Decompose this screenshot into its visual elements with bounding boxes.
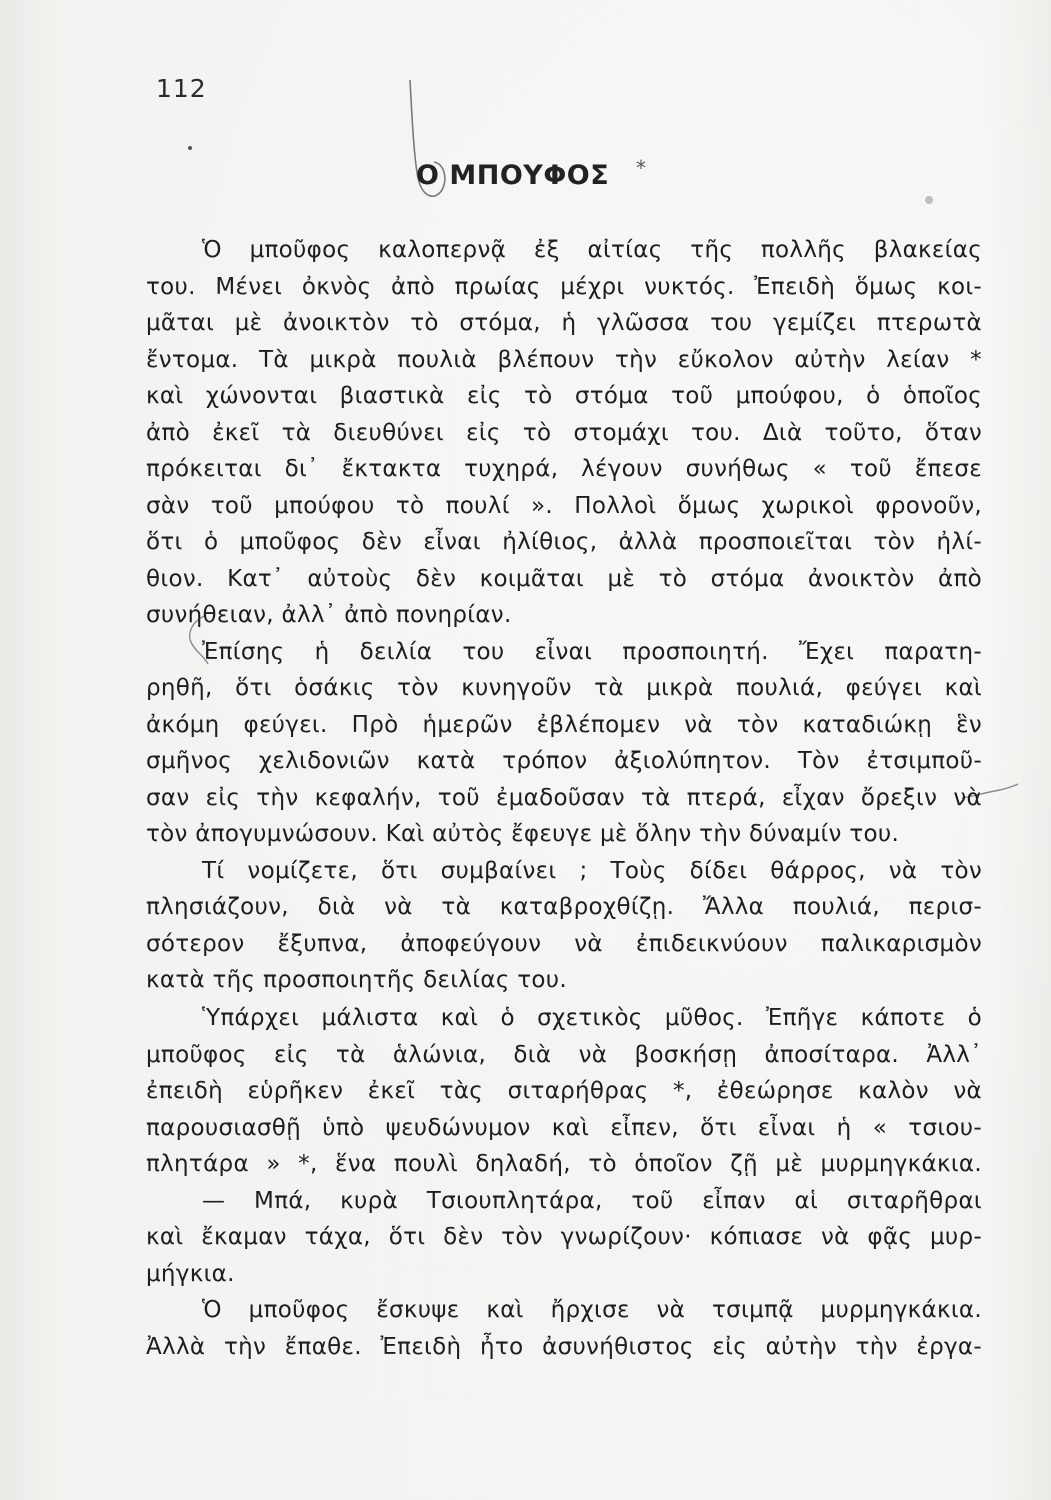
text-line: κατὰ τῆς προσποιητῆς δειλίας του. bbox=[146, 967, 567, 993]
text-line: Ἐπίσης ἡ δειλία του εἶναι προσποιητή. Ἔχει παρατη- bbox=[202, 638, 982, 665]
text-line: καὶ χώνονται βιαστικὰ εἰς τὸ στόμα τοῦ μπούφου, ὁ ὁποῖος bbox=[146, 383, 982, 409]
text-line: σμῆνος χελιδονιῶν κατὰ τρόπον ἀξιολύπητον. Τὸν ἐτσιμποῦ- bbox=[146, 748, 982, 774]
text-line: Τί νομίζετε, ὅτι συμβαίνει ; Τοὺς δίδει θάρρος, νὰ τὸν bbox=[202, 857, 982, 884]
text-line: παρουσιασθῇ ὑπὸ ψευδώνυμον καὶ εἶπεν, ὅτι εἶναι ἡ « τσιου- bbox=[146, 1114, 982, 1141]
ink-dot bbox=[188, 146, 192, 150]
text-line: συνήθειαν, ἀλλ᾽ ἀπὸ πονηρίαν. bbox=[146, 602, 512, 628]
ink-smudge bbox=[925, 196, 933, 204]
title-footnote-mark: * bbox=[636, 156, 646, 180]
text-line: μᾶται μὲ ἀνοικτὸν τὸ στόμα, ἡ γλῶσσα του γεμίζει πτερωτὰ bbox=[146, 310, 982, 336]
chapter-title: Ο ΜΠΟΥΦΟΣ bbox=[416, 160, 610, 191]
text-line: πλητάρα » *, ἕνα πουλὶ δηλαδή, τὸ ὁποῖον ζῇ μὲ μυρμηγκάκια. bbox=[146, 1151, 982, 1177]
text-block-fable bbox=[146, 1000, 982, 1365]
text-line: πρόκειται δι᾽ ἔκτακτα τυχηρά, λέγουν συνήθως « τοῦ ἔπεσε bbox=[146, 456, 982, 482]
text-line: μποῦφος εἰς τὰ ἁλώνια, διὰ νὰ βοσκήσῃ ἀποσίταρα. Ἀλλ᾽ bbox=[146, 1041, 982, 1068]
text-line: τὸν ἀπογυμνώσουν. Καὶ αὐτὸς ἔφευγε μὲ ὅλην τὴν δύναμίν του. bbox=[146, 821, 900, 847]
text-line: ὅτι ὁ μποῦφος δὲν εἶναι ἠλίθιος, ἀλλὰ προσποιεῖται τὸν ἠλί- bbox=[146, 529, 982, 555]
text-line: Ὁ μποῦφος καλοπερνᾷ ἐξ αἰτίας τῆς πολλῆς βλακείας bbox=[202, 237, 982, 263]
text-line: ἐπειδὴ εὑρῆκεν ἐκεῖ τὰς σιταρήθρας *, ἐθεώρησε καλὸν νὰ bbox=[146, 1078, 982, 1104]
page-number: 112 bbox=[156, 74, 207, 103]
text-line: ἀκόμη φεύγει. Πρὸ ἡμερῶν ἐβλέπομεν νὰ τὸν καταδιώκῃ ἓν bbox=[146, 711, 982, 738]
text-line: μήγκια. bbox=[146, 1260, 235, 1287]
text-line: του. Μένει ὀκνὸς ἀπὸ πρωίας μέχρι νυκτός. Ἐπειδὴ ὅμως κοι- bbox=[146, 273, 982, 300]
text-line: Ἀλλὰ τὴν ἔπαθε. Ἐπειδὴ ἦτο ἀσυνήθιστος εἰς αὐτὴν τὴν ἐργα- bbox=[146, 1333, 982, 1360]
text-line: σότερον ἔξυπνα, ἀποφεύγουν νὰ ἐπιδεικνύουν παλικαρισμὸν bbox=[146, 930, 982, 957]
text-line: ρηθῆ, ὅτι ὁσάκις τὸν κυνηγοῦν τὰ μικρὰ πουλιά, φεύγει καὶ bbox=[146, 675, 982, 701]
text-line: ἀπὸ ἐκεῖ τὰ διευθύνει εἰς τὸ στομάχι του. Διὰ τοῦτο, ὅταν bbox=[146, 419, 982, 446]
text-line: ἔντομα. Τὰ μικρὰ πουλιὰ βλέπουν τὴν εὔκολον αὐτὴν λείαν * bbox=[146, 346, 982, 373]
text-line: σὰν τοῦ μπούφου τὸ πουλί ». Πολλοὶ ὅμως χωρικοὶ φρονοῦν, bbox=[146, 492, 982, 519]
text-line: — Μπά, κυρὰ Τσιουπλητάρα, τοῦ εἶπαν αἱ σιταρῆθραι bbox=[202, 1187, 982, 1214]
text-line: σαν εἰς τὴν κεφαλήν, τοῦ ἐμαδοῦσαν τὰ πτερά, εἶχαν ὄρεξιν νὰ bbox=[146, 784, 982, 811]
text-block-main bbox=[146, 232, 982, 999]
text-line: Ὁ μποῦφος ἔσκυψε καὶ ἤρχισε νὰ τσιμπᾷ μυρμηγκάκια. bbox=[202, 1297, 982, 1323]
text-line: πλησιάζουν, διὰ νὰ τὰ καταβροχθίζῃ. Ἄλλα πουλιά, περισ- bbox=[146, 894, 982, 920]
text-line: Ὑπάρχει μάλιστα καὶ ὁ σχετικὸς μῦθος. Ἐπῆγε κάποτε ὁ bbox=[202, 1005, 982, 1031]
text-line: καὶ ἔκαμαν τάχα, ὅτι δὲν τὸν γνωρίζουν· κόπιασε νὰ φᾷς μυρ- bbox=[146, 1224, 982, 1250]
text-line: θιον. Κατ᾽ αὐτοὺς δὲν κοιμᾶται μὲ τὸ στόμα ἀνοικτὸν ἀπὸ bbox=[146, 565, 982, 592]
